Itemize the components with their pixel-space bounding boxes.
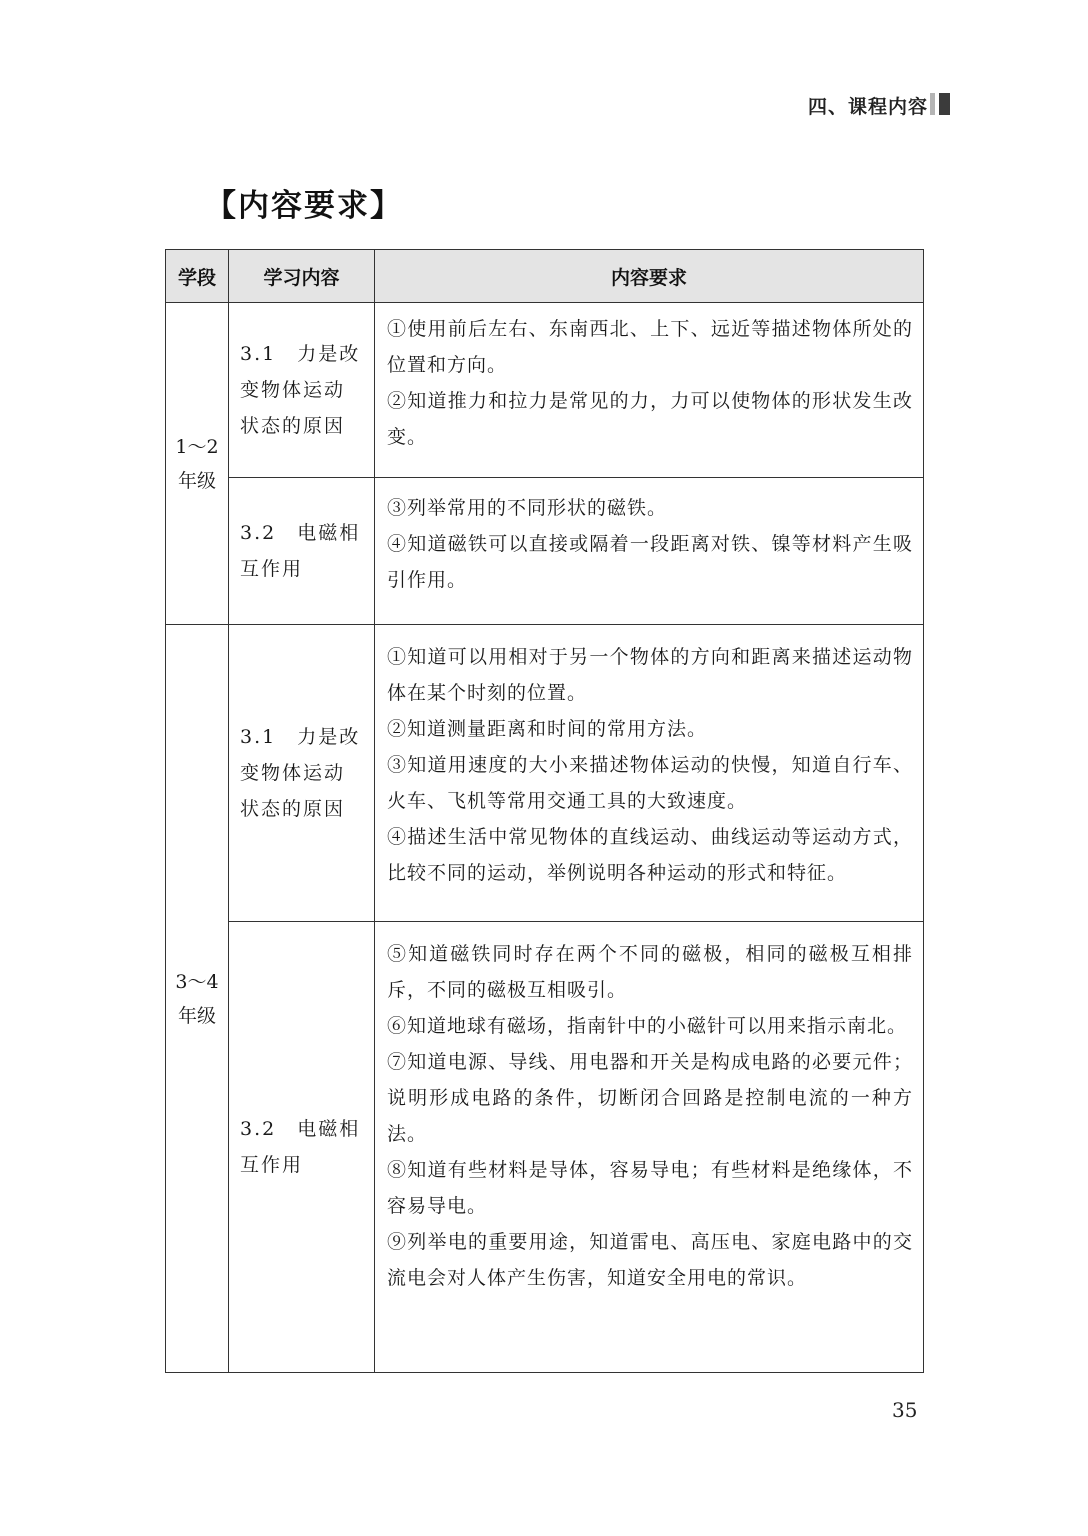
header-stage: 学段	[166, 250, 229, 303]
section-title: 【内容要求】	[205, 188, 403, 224]
header-content-requirements: 内容要求	[375, 250, 924, 303]
requirement-item: ②知道推力和拉力是常见的力，力可以使物体的形状发生改变。	[387, 390, 913, 448]
topic-line: 3.2 电磁相	[240, 522, 361, 544]
table-row	[166, 303, 924, 478]
stage-cell	[166, 625, 229, 1373]
requirements-cell	[375, 625, 924, 922]
requirements-cell	[375, 478, 924, 625]
topic-line: 变物体运动	[240, 762, 346, 784]
topic-line: 互作用	[240, 1154, 304, 1176]
topic-cell	[229, 478, 375, 625]
requirement-item: ④知道磁铁可以直接或隔着一段距离对铁、镍等材料产生吸引作用。	[387, 533, 913, 591]
requirement-item: ①知道可以用相对于另一个物体的方向和距离来描述运动物体在某个时刻的位置。	[387, 646, 913, 704]
topic-cell	[229, 922, 375, 1373]
content-requirements-table	[165, 249, 924, 1373]
table-header-row	[166, 250, 924, 303]
requirement-item: ③知道用速度的大小来描述物体运动的快慢，知道自行车、火车、飞机等常用交通工具的大致速度。	[387, 754, 913, 812]
table-row	[166, 478, 924, 625]
requirement-item: ②知道测量距离和时间的常用方法。	[387, 718, 708, 740]
requirement-item: ⑦知道电源、导线、用电器和开关是构成电路的必要元件；说明形成电路的条件，切断闭合回路是控制电流的一种方法。	[387, 1051, 913, 1145]
chapter-title: 四、课程内容	[807, 96, 928, 118]
header-learning-content: 学习内容	[229, 250, 375, 303]
requirement-item: ①使用前后左右、东南西北、上下、远近等描述物体所处的位置和方向。	[387, 318, 913, 376]
stage-grades: 3～4	[175, 970, 219, 993]
table-row	[166, 922, 924, 1373]
topic-line: 3.1 力是改	[240, 343, 361, 365]
topic-line: 变物体运动	[240, 379, 346, 401]
requirement-item: ⑨列举电的重要用途，知道雷电、高压电、家庭电路中的交流电会对人体产生伤害，知道安全用电的常识。	[387, 1231, 913, 1289]
requirement-item: ③列举常用的不同形状的磁铁。	[387, 497, 668, 519]
requirement-item: ⑥知道地球有磁场，指南针中的小磁针可以用来指示南北。	[387, 1015, 908, 1037]
requirement-item: ⑤知道磁铁同时存在两个不同的磁极，相同的磁极互相排斥，不同的磁极互相吸引。	[387, 943, 913, 1001]
topic-line: 状态的原因	[240, 415, 346, 437]
topic-line: 状态的原因	[240, 798, 346, 820]
stage-suffix: 年级	[177, 469, 216, 492]
topic-line: 3.1 力是改	[240, 726, 361, 748]
page-number: 35	[892, 1398, 918, 1422]
topic-cell	[229, 625, 375, 922]
requirement-item: ④描述生活中常见物体的直线运动、曲线运动等运动方式，比较不同的运动，举例说明各种运动的形式和特征。	[387, 826, 913, 884]
stage-grades: 1～2	[175, 435, 219, 458]
header-bar-light	[930, 93, 935, 115]
topic-line: 3.2 电磁相	[240, 1118, 361, 1140]
topic-line: 互作用	[240, 558, 304, 580]
requirements-cell	[375, 922, 924, 1373]
table-row	[166, 625, 924, 922]
stage-suffix: 年级	[177, 1004, 216, 1027]
header-bar-dark	[939, 93, 950, 115]
requirement-item: ⑧知道有些材料是导体，容易导电；有些材料是绝缘体，不容易导电。	[387, 1159, 913, 1217]
requirements-cell	[375, 303, 924, 478]
topic-cell	[229, 303, 375, 478]
stage-cell	[166, 303, 229, 625]
